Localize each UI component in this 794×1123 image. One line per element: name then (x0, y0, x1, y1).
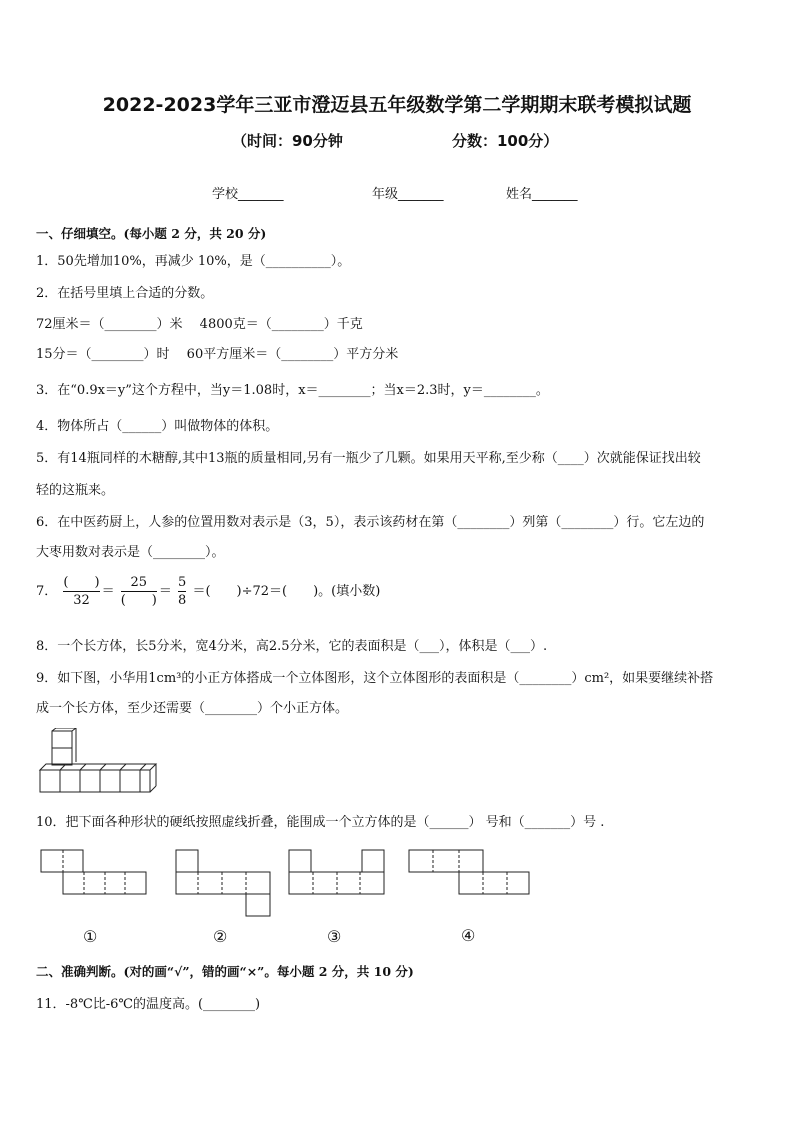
cube-figure (38, 728, 158, 796)
question-5-line-2: 轻的这瓶来。 (36, 483, 115, 498)
q7-fraction-1: $\frac{( )}{32}$ (63, 575, 100, 608)
cube-nets (0, 842, 794, 950)
grade-field (372, 183, 444, 202)
question-2-intro: 2．在括号里填上合适的分数。 (36, 286, 214, 301)
exam-time: （时间：90分钟 (232, 132, 343, 150)
net-2 (176, 850, 270, 916)
net-1 (41, 850, 146, 894)
question-11: 11．-8℃比-6℃的温度高。(________) (36, 997, 261, 1012)
net-label-2: ② (213, 927, 228, 946)
grade-label: 年级 (372, 187, 399, 202)
school-field (212, 183, 284, 202)
question-10: 10．把下面各种形状的硬纸按照虚线折叠，能围成一个立方体的是（______） 号和（_______）号 . (36, 815, 605, 830)
question-6-line-2: 大枣用数对表示是（________）。 (36, 545, 225, 560)
name-field (506, 183, 578, 202)
question-6-line-1: 6．在中医药厨上，人参的位置用数对表示是（3，5），表示该药材在第（________）列第（________）行。它左边的 (36, 515, 705, 530)
question-1: 1．50先增加10%，再减少 10%，是（__________）。 (36, 254, 351, 269)
net-3 (289, 850, 384, 894)
q7-rest: ＝( )÷72＝( )。(填小数) (192, 584, 381, 599)
net-label-4: ④ (461, 926, 476, 945)
net-label-3: ③ (327, 927, 342, 946)
question-3: 3．在“0.9x＝y”这个方程中，当y＝1.08时，x＝________；当x＝2.3时，y＝________。 (36, 383, 549, 398)
section-2-heading: 二、准确判断。(对的画“√”，错的画“×”。每小题 2 分，共 10 分) (36, 964, 414, 979)
section-1-heading: 一、仔细填空。(每小题 2 分，共 20 分) (36, 226, 267, 241)
q7-fraction-2: $\frac{25}{( )}$ (120, 575, 157, 608)
question-9-line-1: 9．如下图，小华用1cm³的小正方体搭成一个立体图形，这个立体图形的表面积是（________）cm²，如果要继续补搭 (36, 671, 714, 686)
question-4: 4．物体所占（______）叫做物体的体积。 (36, 419, 279, 434)
question-2-line-2: 15分＝（________）时 60平方厘米＝（________）平方分米 (36, 347, 399, 362)
question-8: 8．一个长方体，长5分米，宽4分米，高2.5分米，它的表面积是（___），体积是（___）. (36, 639, 548, 654)
question-7: 7． $\frac{( )}{32}$ ＝ $\frac{25}{( )}$ ＝ $\frac{5}{8}$ ＝( )÷72＝( )。(填小数) (36, 575, 381, 608)
q7-fraction-3: $\frac{5}{8}$ (178, 575, 187, 608)
question-9-line-2: 成一个长方体，至少还需要（________）个小正方体。 (36, 701, 349, 716)
page-title: 2022-2023学年三亚市澄迈县五年级数学第二学期期末联考模拟试题 (102, 94, 692, 116)
question-2-line-1: 72厘米＝（________）米 4800克＝（________）千克 (36, 317, 363, 332)
name-blank: _______ (532, 187, 578, 202)
grade-blank: _______ (398, 187, 444, 202)
net-label-1: ① (83, 927, 98, 946)
net-4 (409, 850, 529, 894)
exam-score: 分数：100分） (452, 132, 559, 150)
school-label: 学校 (212, 187, 239, 202)
school-blank: _______ (238, 187, 284, 202)
question-5-line-1: 5．有14瓶同样的木糖醇,其中13瓶的质量相同,另有一瓶少了几颗。如果用天平称,至少称（____）次就能保证找出较 (36, 451, 701, 466)
q7-prefix: 7． (36, 584, 58, 599)
name-label: 姓名 (506, 187, 533, 202)
